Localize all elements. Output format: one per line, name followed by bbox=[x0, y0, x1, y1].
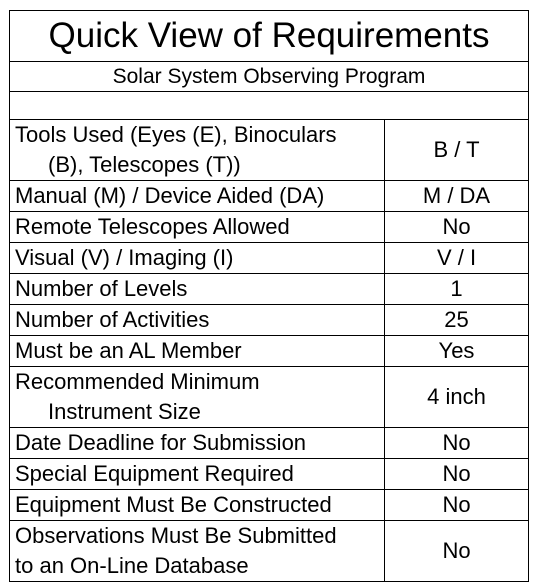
table-row bbox=[10, 120, 529, 181]
row-value: B / T bbox=[385, 120, 529, 181]
table-row bbox=[10, 243, 529, 274]
table-row bbox=[10, 367, 529, 428]
row-value: V / I bbox=[385, 243, 529, 274]
row-value: No bbox=[385, 212, 529, 243]
row-label-line2: (B), Telescopes (T)) bbox=[48, 152, 241, 177]
table-row bbox=[10, 336, 529, 367]
requirements-table bbox=[9, 10, 529, 582]
page-title: Quick View of Requirements bbox=[10, 11, 529, 62]
table-row bbox=[10, 459, 529, 490]
row-label bbox=[10, 120, 385, 181]
row-value: No bbox=[385, 428, 529, 459]
row-value: No bbox=[385, 521, 529, 582]
row-value: M / DA bbox=[385, 181, 529, 212]
table-row bbox=[10, 274, 529, 305]
row-label-line1: Observations Must Be Submitted bbox=[15, 523, 337, 548]
blank-row bbox=[10, 92, 529, 120]
row-label: Manual (M) / Device Aided (DA) bbox=[10, 181, 385, 212]
table-row bbox=[10, 428, 529, 459]
table-row bbox=[10, 305, 529, 336]
row-label: Special Equipment Required bbox=[10, 459, 385, 490]
row-label: Number of Levels bbox=[10, 274, 385, 305]
row-label: Must be an AL Member bbox=[10, 336, 385, 367]
page-subtitle: Solar System Observing Program bbox=[10, 62, 529, 92]
row-label-line1: Tools Used (Eyes (E), Binoculars bbox=[15, 122, 337, 147]
row-label-line2: Instrument Size bbox=[48, 399, 201, 424]
row-label: Remote Telescopes Allowed bbox=[10, 212, 385, 243]
row-value: No bbox=[385, 490, 529, 521]
table-row bbox=[10, 490, 529, 521]
requirements-sheet bbox=[9, 10, 528, 582]
row-value: Yes bbox=[385, 336, 529, 367]
table-row bbox=[10, 521, 529, 582]
row-label bbox=[10, 521, 385, 582]
row-label: Date Deadline for Submission bbox=[10, 428, 385, 459]
row-value: 4 inch bbox=[385, 367, 529, 428]
row-label: Number of Activities bbox=[10, 305, 385, 336]
row-label-line1: Recommended Minimum bbox=[15, 369, 260, 394]
row-label: Visual (V) / Imaging (I) bbox=[10, 243, 385, 274]
table-row bbox=[10, 212, 529, 243]
row-value: 1 bbox=[385, 274, 529, 305]
table-row bbox=[10, 181, 529, 212]
row-label-line2: to an On-Line Database bbox=[15, 553, 249, 578]
row-label bbox=[10, 367, 385, 428]
row-value: 25 bbox=[385, 305, 529, 336]
row-label: Equipment Must Be Constructed bbox=[10, 490, 385, 521]
row-value: No bbox=[385, 459, 529, 490]
